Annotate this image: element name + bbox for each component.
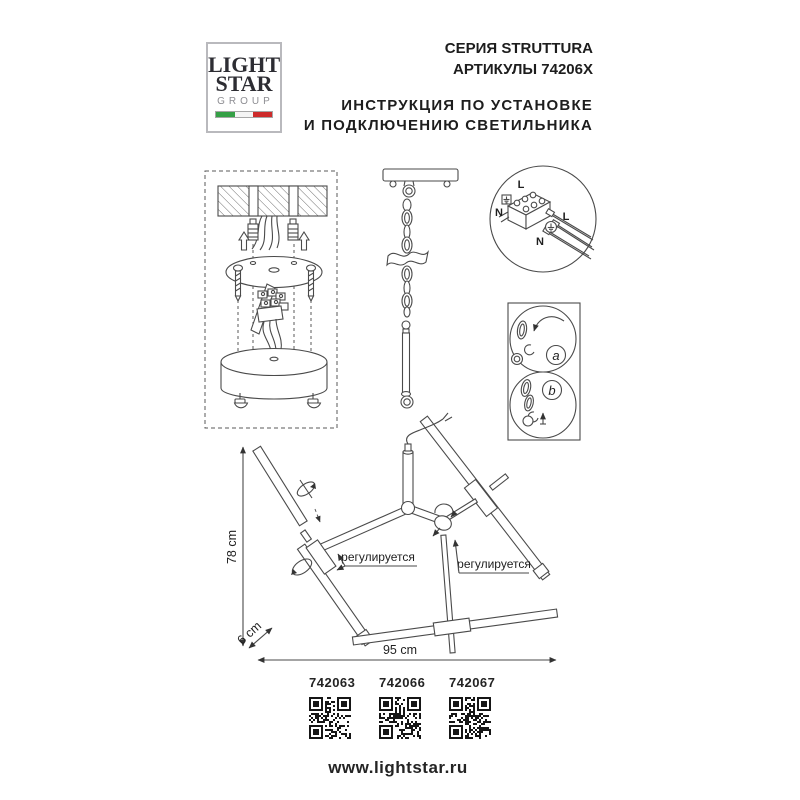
- detail-b-label: b: [548, 383, 556, 398]
- dimension-depth-label: 6 cm: [234, 618, 265, 648]
- terminal-label-l: L: [517, 179, 525, 191]
- connector-stub: [301, 530, 312, 542]
- article-code-3: 742067: [449, 675, 496, 690]
- chain-adjust-detail: [508, 303, 580, 440]
- earth-symbol-wire: [546, 222, 557, 233]
- suspension-rod: [401, 321, 413, 408]
- dowel-right: [288, 219, 298, 240]
- rotate-symbol-upper: [295, 479, 317, 499]
- logo-text-light: LIGHT: [208, 52, 281, 77]
- dimension-width-label: 95 cm: [382, 643, 418, 657]
- logo-text-group: GROUP: [217, 96, 274, 107]
- article-codes: [309, 675, 496, 739]
- dimension-height-label: 78 cm: [225, 529, 239, 565]
- instruction-title-line1: ИНСТРУКЦИЯ ПО УСТАНОВКЕ: [341, 97, 593, 114]
- suspension-chain-diagram: [383, 169, 458, 408]
- ceiling-bracket: [383, 169, 458, 181]
- article-code-1: 742063: [309, 675, 356, 690]
- fixture-hub: [402, 502, 415, 515]
- qr-code-3: [449, 697, 491, 739]
- detail-b-circle: [510, 372, 576, 438]
- sleeve-bottom: [433, 618, 470, 636]
- arrow-up-right: [299, 232, 309, 250]
- dimension-depth: [235, 619, 272, 648]
- article-block: [379, 675, 426, 739]
- canopy: [221, 349, 327, 400]
- qr-code-1: [309, 697, 351, 739]
- article-block: [309, 675, 356, 739]
- fixture-stem: [403, 452, 413, 508]
- dimension-width: [258, 643, 556, 660]
- fixture-arm-left: [317, 508, 406, 552]
- terminal-label-n: N: [495, 207, 503, 219]
- terminal-block-assembly: [251, 284, 288, 351]
- wire-label-l: L: [562, 211, 570, 223]
- annotation-adjustable-1: [337, 550, 417, 570]
- ceiling-mount-diagram: [205, 171, 337, 428]
- logo-text-star: STAR: [215, 71, 273, 96]
- instruction-title-line2: И ПОДКЛЮЧЕНИЮ СВЕТИЛЬНИКА: [303, 117, 593, 134]
- dimension-height: [225, 447, 243, 646]
- articles-title: АРТИКУЛЫ 74206X: [453, 61, 593, 78]
- series-title: СЕРИЯ STRUTTURA: [444, 40, 593, 57]
- wire-label-n: N: [536, 236, 544, 248]
- lamp-tube-detached: [253, 446, 307, 525]
- adjustable-label-2: регулируется: [457, 557, 531, 571]
- chain-break-mark: [387, 252, 428, 265]
- qr-code-2: [379, 697, 421, 739]
- website-url: www.lightstar.ru: [328, 758, 468, 777]
- dowel-left: [248, 219, 258, 240]
- article-code-2: 742066: [379, 675, 426, 690]
- article-block: [449, 675, 496, 739]
- adjustable-label-1: регулируется: [341, 550, 415, 564]
- wiring-detail: [490, 166, 596, 272]
- fixture-drawing: [253, 413, 558, 653]
- detail-a-label: a: [552, 348, 560, 363]
- stub-right: [490, 474, 509, 490]
